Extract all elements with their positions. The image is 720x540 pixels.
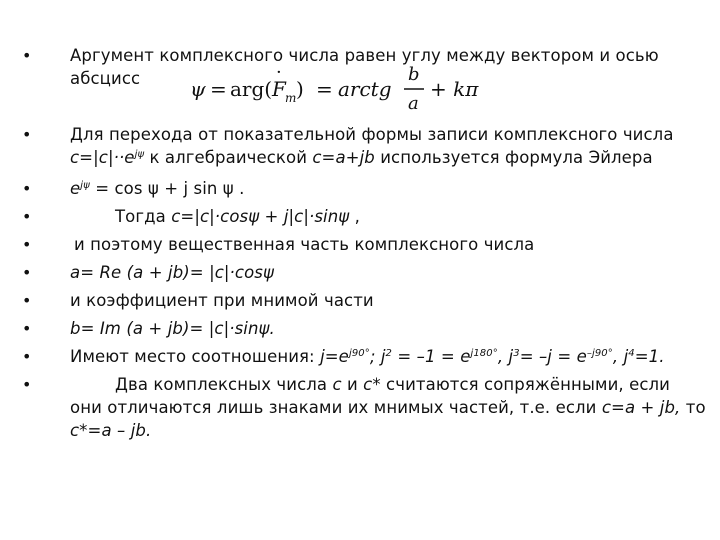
formula-k-pi: + kπ	[430, 77, 479, 101]
bullet-10-line-2	[70, 396, 706, 419]
superscript-j90: j90°	[348, 348, 370, 359]
argument-formula	[190, 62, 490, 114]
bullet-marker: •	[22, 319, 32, 338]
text-trig-form: c=|c|·cosψ + j|c|·sinψ	[171, 207, 350, 226]
text-euler-rhs: = cos ψ + j sin ψ .	[89, 179, 245, 198]
text-abs-c: |c|·	[93, 148, 119, 167]
text-conjugate: считаются сопряжёнными, если	[380, 375, 670, 394]
text-then: то	[680, 398, 706, 417]
text-c-equals: c=a + jb,	[601, 398, 681, 417]
text-to-algebraic: к алгебраической	[144, 148, 313, 167]
superscript-2: 2	[385, 348, 393, 359]
formula-f: F	[272, 77, 286, 101]
text-two-numbers: Два комплексных числа	[115, 375, 333, 394]
bullet-marker: •	[22, 179, 32, 198]
bullet-8-imag-part: b= Im (a + jb)= |c|·sinψ.	[70, 319, 275, 338]
text-j3-value: = –j = e	[519, 347, 587, 366]
superscript-4: 4	[628, 348, 635, 359]
bullet-marker: •	[22, 263, 32, 282]
formula-denominator: a	[408, 93, 419, 114]
formula-psi: ψ	[190, 77, 206, 101]
bullet-2-line-1: Для перехода от показательной формы записи комплексного числа	[70, 125, 674, 144]
formula-arg: arg(	[230, 77, 273, 101]
text-j2: j	[380, 347, 386, 366]
formula-equals: =	[210, 77, 227, 101]
bullet-marker: •	[22, 291, 32, 310]
text-sep: ,	[497, 347, 509, 366]
bullet-marker: •	[22, 235, 32, 254]
formula-arctg: arctg	[338, 77, 392, 101]
bullet-2-line-2	[70, 146, 653, 169]
text-j3: j	[508, 347, 514, 366]
text-sep: ,	[612, 347, 624, 366]
bullet-marker: •	[22, 125, 32, 144]
text-euler-formula: используется формула Эйлера	[374, 148, 653, 167]
text-c: c	[332, 375, 342, 394]
bullet-3-euler	[70, 177, 244, 200]
bullet-1-line-1: Аргумент комплексного числа равен углу между вектором и осью	[70, 46, 659, 65]
bullet-5-line: и поэтому вещественная часть комплексного числа	[74, 235, 535, 254]
superscript-3: 3	[513, 348, 520, 359]
text-relations-lead: Имеют место соотношения:	[70, 347, 321, 366]
bullet-marker: •	[22, 46, 32, 65]
formula-sub-m: m	[285, 91, 297, 105]
superscript-j180: j180°	[470, 348, 498, 359]
bullet-10-line-3: c*=a – jb.	[70, 421, 152, 440]
superscript-minus-j90: –j90°	[586, 348, 613, 359]
text-sep: ;	[369, 347, 381, 366]
text-e: e	[70, 179, 81, 198]
text-then: Тогда	[115, 207, 172, 226]
bullet-marker: •	[22, 375, 32, 394]
bullet-1-line-2: абсцисс	[70, 69, 141, 88]
bullet-marker: •	[22, 347, 32, 366]
bullet-4-line	[115, 205, 360, 228]
formula-f-dot: ·	[276, 62, 282, 83]
bullet-6-real-part: a= Re (a + jb)= |c|·cosψ	[70, 263, 274, 282]
bullet-9-relations	[70, 345, 665, 368]
text-and: и	[341, 375, 364, 394]
superscript-j-psi: jψ	[80, 180, 90, 191]
text-j4: j	[623, 347, 629, 366]
formula-numerator: b	[408, 64, 420, 85]
text-j2-value: = –1 = e	[392, 347, 471, 366]
formula-equals-2: =	[316, 77, 333, 101]
bullet-10-line-1	[115, 373, 670, 396]
text-j1: j=e	[320, 347, 349, 366]
text-j4-value: =1.	[634, 347, 665, 366]
superscript-j-psi: jψ	[134, 149, 145, 160]
bullet-7-line: и коэффициент при мнимой части	[70, 291, 374, 310]
text-algebraic-form: c=a+jb	[312, 148, 375, 167]
text-c-star: c*	[363, 375, 381, 394]
formula-close-paren: )	[296, 77, 304, 101]
text-e: ·e	[118, 148, 135, 167]
bullet-marker: •	[22, 207, 32, 226]
text-c: c=	[70, 148, 94, 167]
text-differ: они отличаются лишь знаками их мнимых частей, т.е. если	[70, 398, 602, 417]
text-comma: ,	[349, 207, 360, 226]
